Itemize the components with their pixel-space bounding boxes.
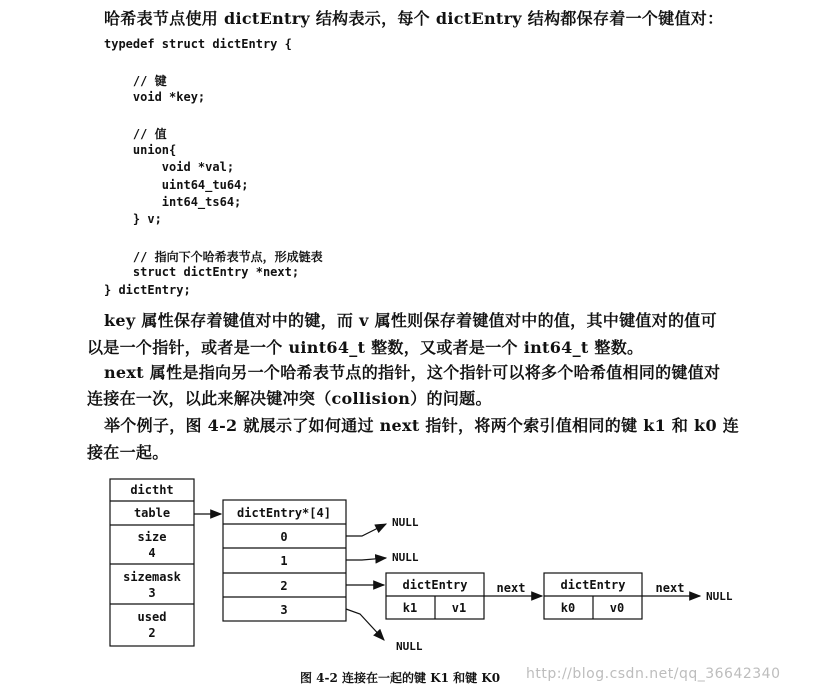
paragraph-next-line2: 连接在一次，以此来解决键冲突（collision）的问题。	[87, 389, 492, 408]
code-line: void *val;	[104, 160, 235, 174]
watermark: http://blog.csdn.net/qq_36642340	[526, 666, 781, 682]
slot1-arrow	[346, 558, 386, 560]
code-line: uint64_tu64;	[104, 178, 249, 192]
entry2-key: k0	[560, 601, 576, 615]
array-slot-1: 1	[280, 554, 288, 568]
entry2-next-label: next	[655, 581, 685, 595]
entry2-val: v0	[609, 601, 625, 615]
code-line: // 值	[104, 127, 167, 141]
paragraph-example-line1: 举个例子，图 4-2 就展示了如何通过 next 指针，将两个索引值相同的键 k1 和 k0 连	[104, 416, 740, 435]
dictht-size-value: 4	[148, 546, 156, 560]
entry2-null: NULL	[706, 590, 733, 603]
dictht-sizemask-label: sizemask	[123, 570, 181, 584]
code-line: typedef struct dictEntry {	[104, 37, 292, 51]
entry1-val: v1	[451, 601, 467, 615]
array-slot-0: 0	[280, 530, 288, 544]
entry1-title: dictEntry	[402, 578, 468, 592]
paragraph-example-line2: 接在一起。	[87, 443, 169, 462]
array-title: dictEntry*[4]	[237, 506, 331, 520]
code-line: void *key;	[104, 90, 206, 104]
slot3-arrow	[346, 609, 384, 640]
code-line: union{	[104, 143, 177, 157]
entry2-title: dictEntry	[560, 578, 626, 592]
code-line: // 键	[104, 74, 167, 88]
dictht-used-value: 2	[148, 626, 156, 640]
slot0-arrow	[346, 524, 386, 536]
entry1-next-label: next	[496, 581, 526, 595]
dictht-used-label: used	[137, 610, 167, 624]
entry1-key: k1	[402, 601, 418, 615]
code-line: // 指向下个哈希表节点，形成链表	[104, 250, 323, 264]
dictht-size-label: size	[137, 530, 167, 544]
array-slot-3: 3	[280, 603, 288, 617]
dictht-sizemask-value: 3	[148, 586, 156, 600]
slot1-null: NULL	[392, 551, 419, 564]
dictht-table-label: table	[133, 506, 171, 520]
slot0-null: NULL	[392, 516, 419, 529]
figure-4-2	[0, 470, 818, 696]
code-line: int64_ts64;	[104, 195, 242, 209]
code-line: struct dictEntry *next;	[104, 265, 300, 279]
paragraph-key-line2: 以是一个指针，或者是一个 uint64_t 整数，又或者是一个 int64_t 整数。	[87, 338, 644, 357]
dictht-title: dictht	[130, 483, 174, 497]
code-line: } dictEntry;	[104, 283, 191, 297]
intro-text: 哈希表节点使用 dictEntry 结构表示，每个 dictEntry 结构都保存着一个键值对：	[104, 9, 724, 28]
paragraph-key-line1: key 属性保存着键值对中的键，而 v 属性则保存着键值对中的值，其中键值对的值可	[104, 311, 717, 330]
figure-caption: 图 4-2 连接在一起的键 K1 和键 K0	[300, 671, 501, 685]
array-slot-2: 2	[280, 579, 288, 593]
slot3-null: NULL	[396, 640, 423, 653]
paragraph-next-line1: next 属性是指向另一个哈希表节点的指针，这个指针可以将多个哈希值相同的键值对	[104, 363, 721, 382]
code-line: } v;	[104, 212, 162, 226]
